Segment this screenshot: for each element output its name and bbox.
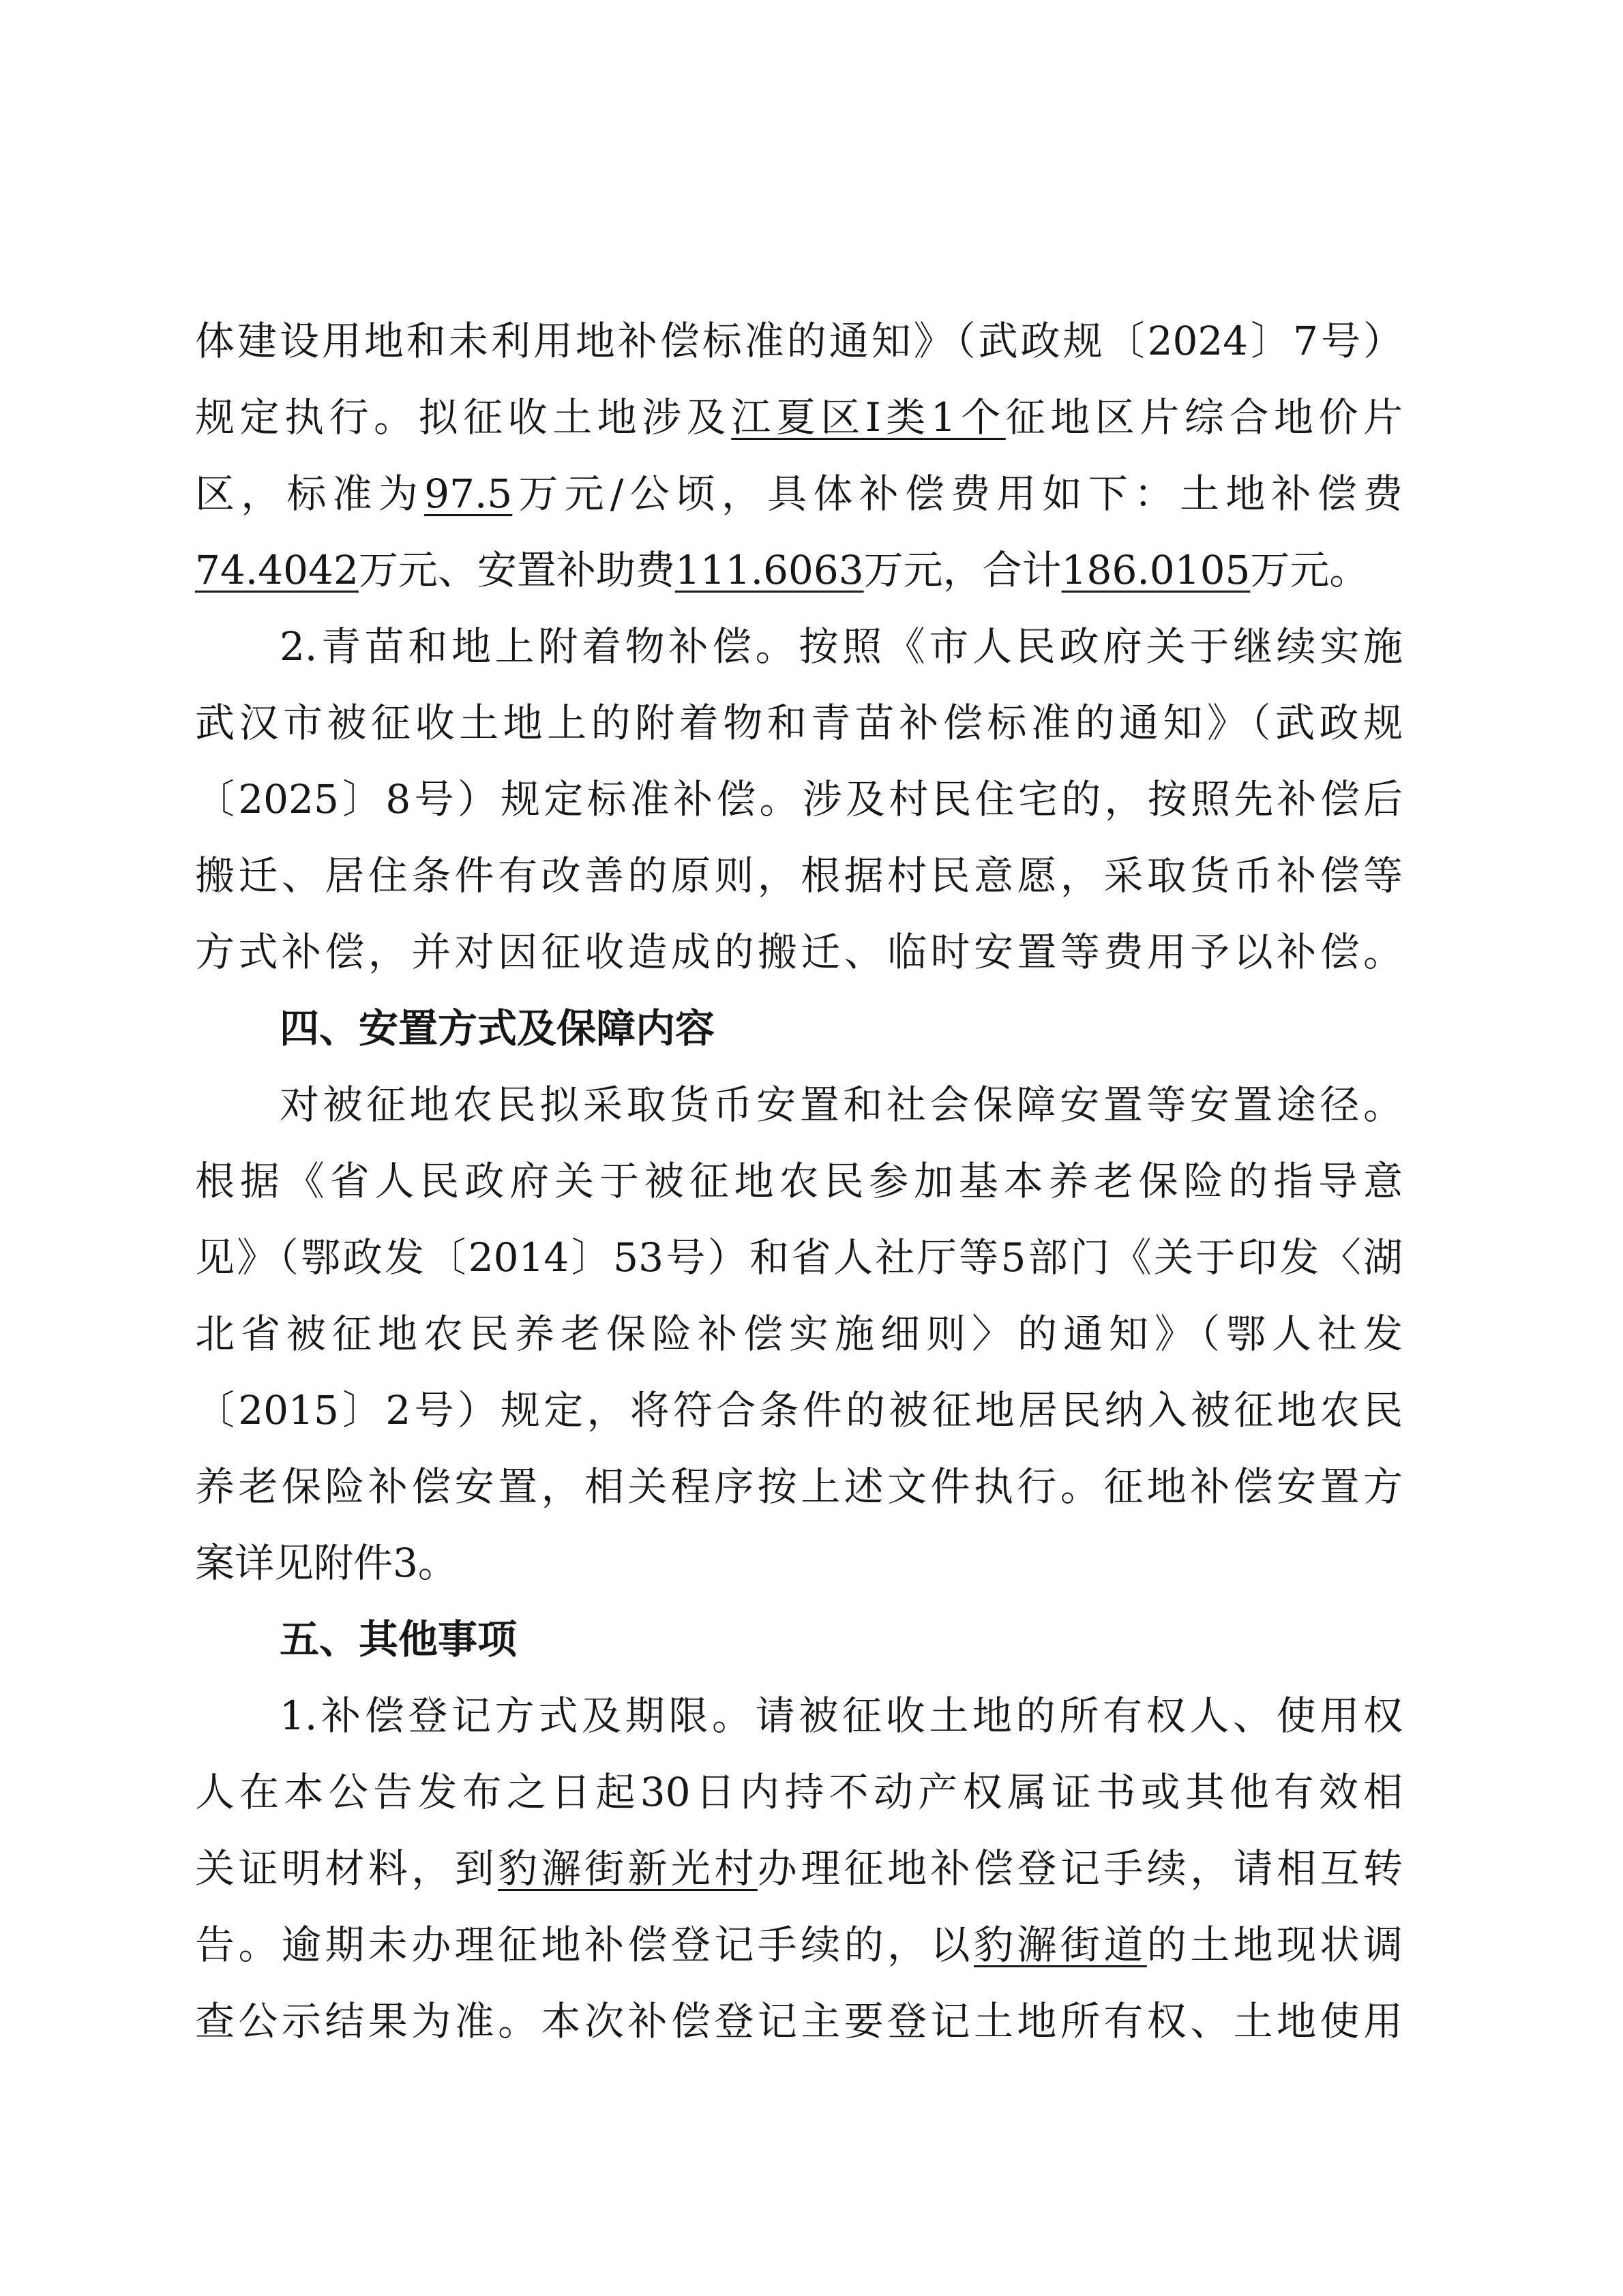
underlined-value: 74.4042: [195, 547, 359, 593]
section-heading: [195, 1601, 1403, 1678]
text-segment: 对被征地农民拟采取货币安置和社会保障安置等安置途径。: [280, 1082, 1403, 1128]
text-line: [195, 456, 1403, 532]
text-segment: 武汉市被征收土地上的附着物和青苗补偿标准的通知》（武政规: [195, 700, 1403, 746]
text-segment: 办理征地补偿登记手续，请相互转: [757, 1845, 1403, 1892]
text-segment: 区，标准为: [195, 471, 425, 517]
section-heading-text: 五、其他事项: [280, 1616, 518, 1663]
text-segment: 方式补偿，并对因征收造成的搬迁、临时安置等费用予以补偿。: [195, 929, 1403, 975]
document-body: [195, 303, 1403, 2059]
text-segment: 万元。: [1250, 547, 1369, 593]
text-segment: 案详见附件3。: [195, 1540, 458, 1586]
text-line: [195, 914, 1403, 990]
text-segment: 告。逾期未办理征地补偿登记手续的，以: [195, 1922, 974, 1968]
text-segment: 的土地现状调: [1146, 1922, 1403, 1968]
text-segment: 体建设用地和未利用地补偿标准的通知》（武政规〔2024〕7号）: [195, 318, 1403, 364]
text-segment: 根据《省人民政府关于被征地农民参加基本养老保险的指导意: [195, 1158, 1403, 1204]
text-segment: 〔2025〕8号）规定标准补偿。涉及村民住宅的，按照先补偿后: [195, 776, 1403, 822]
text-segment: 见》（鄂政发〔2014〕53号）和省人社厅等5部门《关于印发〈湖: [195, 1234, 1403, 1281]
underlined-value: 豹澥街道: [973, 1922, 1147, 1968]
underlined-value: 111.6063: [674, 547, 864, 593]
text-segment: 查公示结果为准。本次补偿登记主要登记土地所有权、土地使用: [195, 1998, 1403, 2044]
text-line: [195, 1830, 1403, 1907]
text-line: [195, 1907, 1403, 1983]
text-line: [195, 1067, 1403, 1143]
text-line: [195, 1448, 1403, 1525]
underlined-value: 豹澥街新光村: [498, 1845, 758, 1892]
underlined-value: 186.0105: [1061, 547, 1251, 593]
text-segment: 万元，合计: [863, 547, 1062, 593]
text-segment: 1.补偿登记方式及期限。请被征收土地的所有权人、使用权: [280, 1693, 1403, 1739]
text-segment: 北省被征地农民养老保险补偿实施细则〉的通知》（鄂人社发: [195, 1311, 1403, 1357]
text-segment: 养老保险补偿安置，相关程序按上述文件执行。征地补偿安置方: [195, 1463, 1403, 1510]
underlined-value: 江夏区I类1个: [731, 394, 1006, 441]
text-line: [195, 837, 1403, 914]
text-line: [195, 303, 1403, 379]
text-line: [195, 1143, 1403, 1219]
section-heading-text: 四、安置方式及保障内容: [280, 1005, 715, 1052]
text-line: [195, 1678, 1403, 1754]
text-segment: 2.青苗和地上附着物补偿。按照《市人民政府关于继续实施: [280, 623, 1403, 670]
text-line: [195, 379, 1403, 456]
text-segment: 搬迁、居住条件有改善的原则，根据村民意愿，采取货币补偿等: [195, 852, 1403, 899]
text-segment: 万元/公顷，具体补偿费用如下：土地补偿费: [512, 471, 1403, 517]
text-line: [195, 685, 1403, 761]
text-line: [195, 1983, 1403, 2059]
text-segment: 规定执行。拟征收土地涉及: [195, 394, 732, 441]
text-segment: 关证明材料，到: [195, 1845, 498, 1892]
text-line: [195, 532, 1403, 608]
text-segment: 〔2015〕2号）规定，将符合条件的被征地居民纳入被征地农民: [195, 1387, 1403, 1433]
text-line: [195, 1754, 1403, 1830]
underlined-value: 97.5: [424, 471, 513, 517]
text-segment: 征地区片综合地价片: [1005, 394, 1403, 441]
text-segment: 万元、安置补助费: [358, 547, 675, 593]
text-line: [195, 1296, 1403, 1372]
text-line: [195, 1525, 1403, 1601]
section-heading: [195, 990, 1403, 1067]
text-line: [195, 1372, 1403, 1448]
text-line: [195, 1219, 1403, 1296]
text-segment: 人在本公告发布之日起30日内持不动产权属证书或其他有效相: [195, 1769, 1403, 1815]
text-line: [195, 761, 1403, 837]
text-line: [195, 608, 1403, 685]
